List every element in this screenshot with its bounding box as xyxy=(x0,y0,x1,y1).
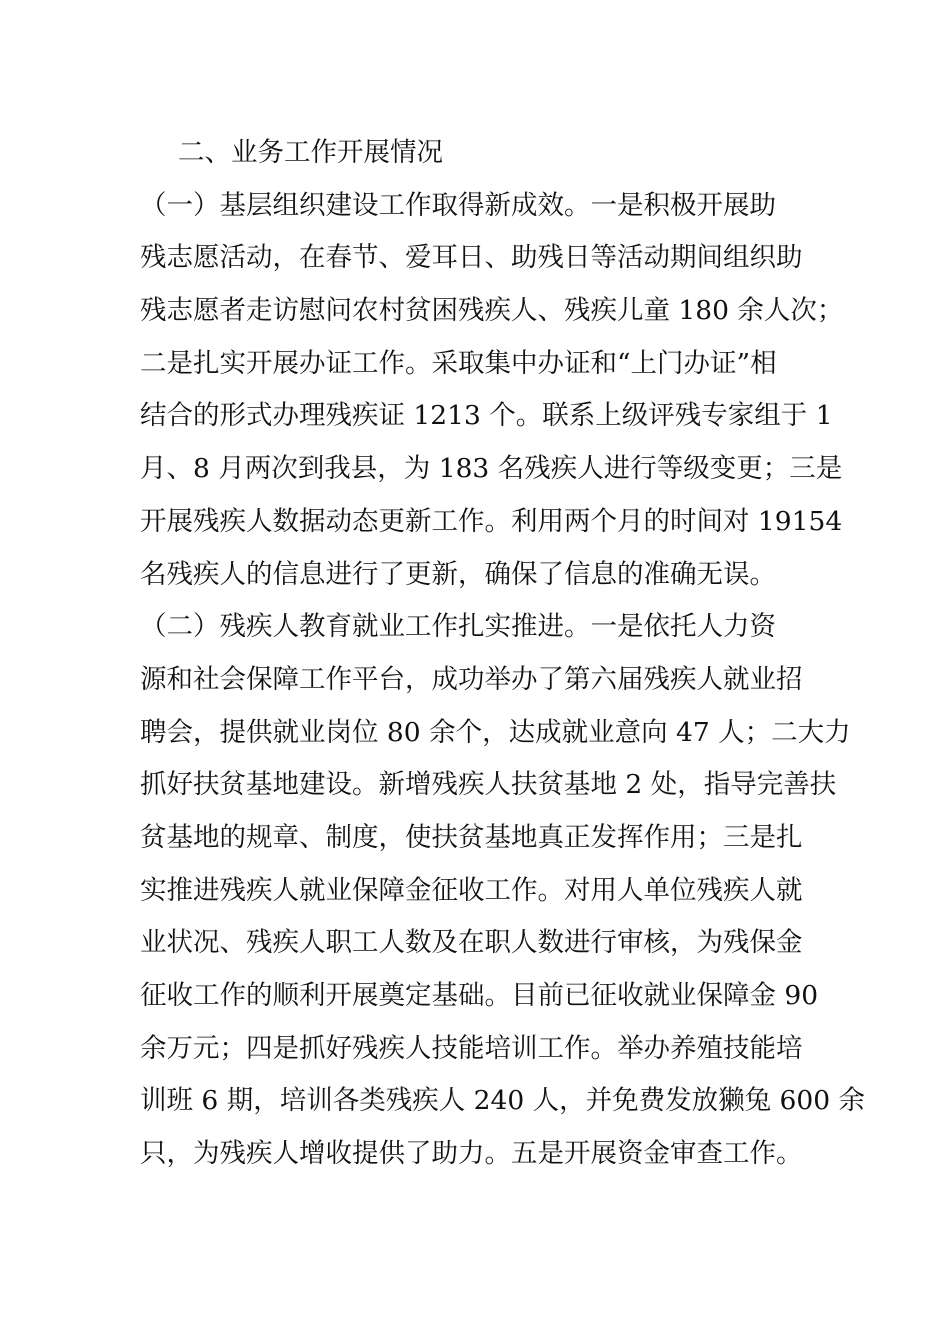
paragraph-1 xyxy=(140,180,844,602)
paragraph-1-line: 二是扎实开展办证工作。采取集中办证和“上门办证”相 xyxy=(140,347,777,379)
paragraph-1-line: 残志愿活动，在春节、爱耳日、助残日等活动期间组织助 xyxy=(140,242,803,274)
paragraph-2-line: 余万元；四是抓好残疾人技能培训工作。举办养殖技能培 xyxy=(140,1032,803,1064)
paragraph-1-line: （一）基层组织建设工作取得新成效。一是积极开展助 xyxy=(140,189,776,221)
paragraph-2-line: 训班 6 期，培训各类残疾人 240 人，并免费发放獭兔 600 余 xyxy=(140,1085,866,1117)
paragraph-2-line: （二）残疾人教育就业工作扎实推进。一是依托人力资 xyxy=(140,611,776,643)
paragraph-2-line: 抓好扶贫基地建设。新增残疾人扶贫基地 2 处，指导完善扶 xyxy=(140,769,837,801)
paragraph-1-line: 残志愿者走访慰问农村贫困残疾人、残疾儿童 180 余人次； xyxy=(140,295,844,327)
paragraph-2 xyxy=(140,601,866,1181)
paragraph-1-line: 结合的形式办理残疾证 1213 个。联系上级评残专家组于 1 xyxy=(140,400,833,432)
paragraph-2-line: 只，为残疾人增收提供了助力。五是开展资金审查工作。 xyxy=(140,1138,803,1170)
paragraph-2-line: 源和社会保障工作平台，成功举办了第六届残疾人就业招 xyxy=(140,663,803,695)
paragraph-2-line: 征收工作的顺利开展奠定基础。目前已征收就业保障金 90 xyxy=(140,980,819,1011)
paragraph-2-line: 贫基地的规章、制度，使扶贫基地真正发挥作用；三是扎 xyxy=(140,821,803,853)
paragraph-1-line: 开展残疾人数据动态更新工作。利用两个月的时间对 19154 xyxy=(140,505,843,537)
paragraph-2-line: 业状况、残疾人职工人数及在职人数进行审核，为残保金 xyxy=(140,927,803,959)
paragraph-1-line: 月、8 月两次到我县，为 183 名残疾人进行等级变更；三是 xyxy=(140,453,843,485)
paragraph-2-line: 实推进残疾人就业保障金征收工作。对用人单位残疾人就 xyxy=(140,874,803,906)
document-body xyxy=(140,127,866,1181)
paragraph-2-line: 聘会，提供就业岗位 80 余个，达成就业意向 47 人；二大力 xyxy=(140,716,851,748)
section-heading: 二、业务工作开展情况 xyxy=(178,137,443,168)
paragraph-1-line: 名残疾人的信息进行了更新，确保了信息的准确无误。 xyxy=(140,558,776,590)
